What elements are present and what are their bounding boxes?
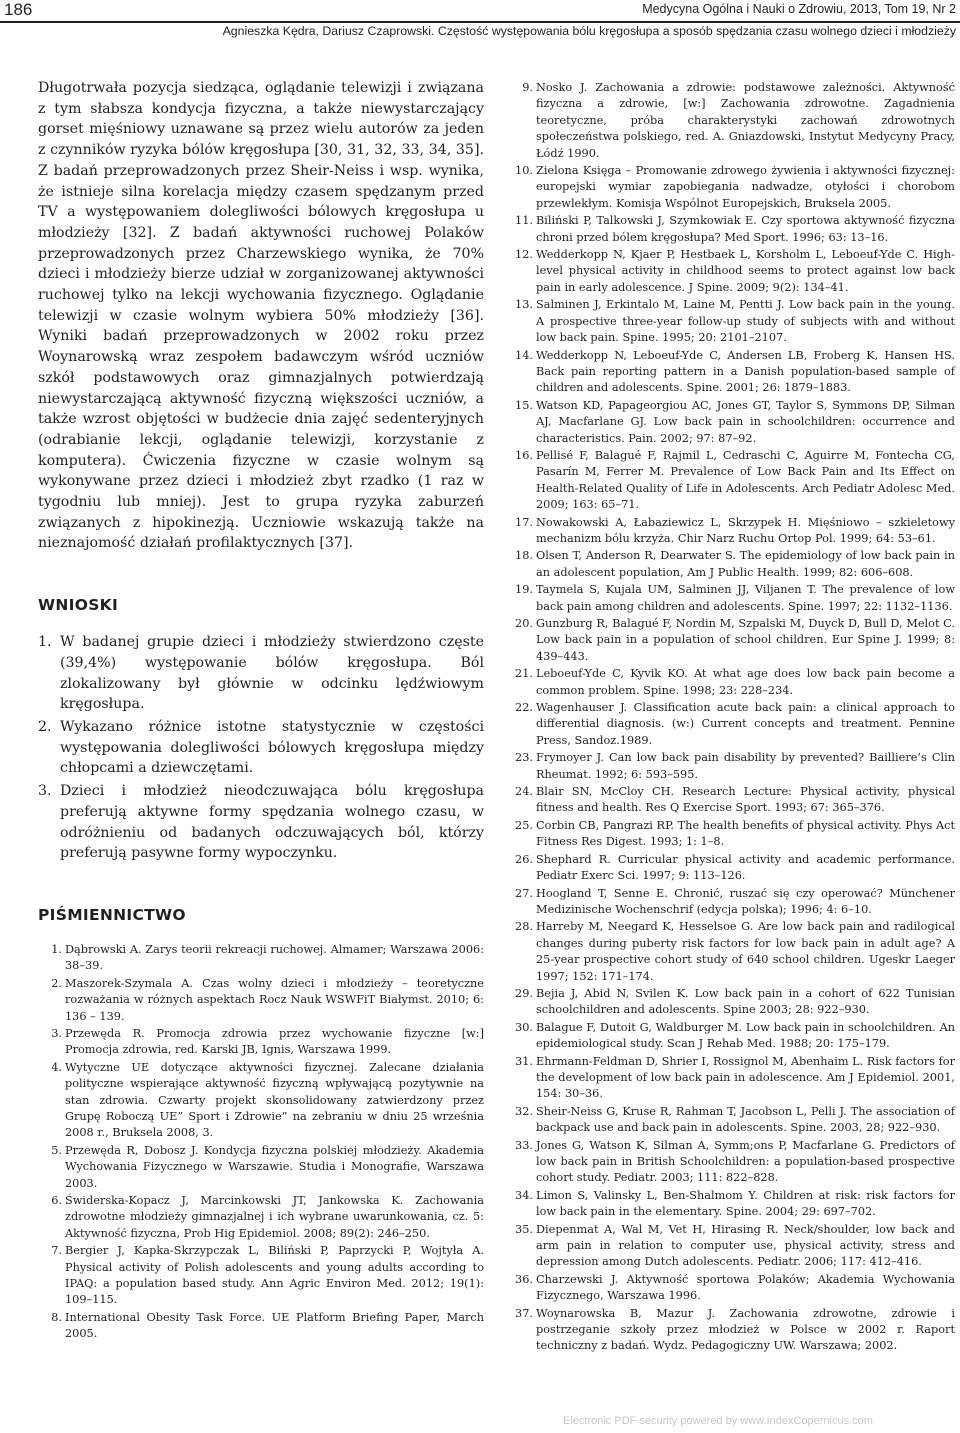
- reference-item: [38, 1310, 484, 1343]
- reference-item-text: Watson KD, Papageorgiou AC, Jones GT, Taylor S, Symmons DP, Silman AJ, Macfarlane GJ. Low back pain in schoolchildren: occurrence and characteristics. Pain. 2002; 97: 87–92.: [536, 398, 955, 445]
- reference-item-number: 31.: [515, 1054, 533, 1068]
- reference-item-text: Przewęda R. Promocja zdrowia przez wychowanie fizyczne [w:] Promocja zdrowia, red. Karski JB, Ignis, Warszawa 1999.: [65, 1026, 484, 1057]
- reference-item: [509, 616, 955, 665]
- reference-item-number: 14.: [515, 348, 533, 362]
- reference-item-text: Biliński P, Talkowski J, Szymkowiak E. Czy sportowa aktywność fizyczna chroni przed bólem kręgosłupa? Med Sport. 1996; 63: 13–16.: [536, 214, 955, 244]
- reference-item-number: 1.: [51, 942, 62, 956]
- reference-item-text: International Obesity Task Force. UE Platform Briefing Paper, March 2005.: [65, 1310, 484, 1341]
- reference-item-text: Olsen T, Anderson R, Dearwater S. The epidemiology of low back pain in an adolescent population, Am J Public Health. 1999; 82: 606–608.: [536, 549, 955, 579]
- reference-item: [509, 986, 955, 1019]
- reference-item-number: 21.: [515, 667, 533, 681]
- reference-item-text: Diepenmat A, Wal M, Vet H, Hirasing R. Neck/shoulder, low back and arm pain in relation to computer use, physical activity, stress and depression among Dutch adolescents. Pediatr. 2006; 117: 412–416.: [536, 1222, 955, 1269]
- discussion-paragraph: Długotrwała pozycja siedząca, oglądanie telewizji i związana z tym słabsza kondycja fizyczna, a także niewystarczający gorset mięśniowy uznawane są przez wielu autorów za jeden z czynników ryzyka bólów kręgosłupa [30, 31, 32, 33, 34, 35]. Z badań przeprowadzonych przez Sheir-Neiss i wsp. wynika, że istnieje silna korelacja między czasem spędzanym przed TV a występowaniem dolegliwości bólowych kręgosłupa u młodzieży [32]. Z badań aktywności ruchowej Polaków przeprowadzonych przez Charzewskiego wynika, że 70% dzieci i młodzieży bierze udział w zorganizowanej aktywności ruchowej tylko na lekcji wychowania fizycznego. Oglądanie telewizji w czasie wolnym wybiera 50% młodzieży [36]. Wyniki badań przeprowadzonych w 2002 roku przez Woynarowską wraz zespołem badawczym wśród uczniów szkół podstawowych oraz gimnazjalnych potwierdzają niewystarczającą aktywność fizyczną większości uczniów, a także wzrost objętości w budżecie dnia zajęć sedenteryjnych (odrabianie lekcji, oglądanie telewizji, korzystanie z komputera). Ćwiczenia fizyczne w czasie wolnym są wykonywane przez dzieci i młodzież zbyt rzadko (1 raz w tygodniu lub mniej). Jest to grupa ryzyka zaburzeń związanych z hipokinezją. Uczniowie wskazują także na nieznajomość działań profilaktycznych [37].: [38, 80, 484, 552]
- reference-item-number: 32.: [515, 1104, 533, 1118]
- conclusion-item: [38, 632, 484, 715]
- reference-item-number: 27.: [515, 886, 533, 900]
- reference-item: [38, 976, 484, 1025]
- reference-item-number: 16.: [515, 448, 533, 462]
- reference-item-text: Dąbrowski A. Zarys teorii rekreacji ruchowej. Almamer; Warszawa 2006: 38–39.: [65, 942, 484, 973]
- reference-item-text: Przewęda R, Dobosz J. Kondycja fizyczna polskiej młodzieży. Akademia Wychowania Fizycznego w Warszawie. Studia i Monografie, Warszawa 2003.: [65, 1143, 484, 1190]
- reference-item-text: Taymela S, Kujala UM, Salminen JJ, Viljanen T. The prevalence of low back pain among children and adolescents. Spine. 1997; 22: 1132–1136.: [536, 583, 955, 613]
- reference-item-number: 20.: [515, 617, 533, 630]
- reference-item-text: Salminen J, Erkintalo M, Laine M, Pentti J. Low back pain in the young. A prospective three-year follow-up study of subjects with and without low back pain. Spine. 1995; 20: 2101–2107.: [536, 298, 955, 345]
- reference-item: [509, 1020, 955, 1053]
- conclusion-item: [38, 781, 484, 864]
- reference-item-text: Bejia J, Abid N, Svilen K. Low back pain in a cohort of 622 Tunisian schoolchildren and adolescents. Spine 2003; 28: 922–930.: [536, 986, 955, 1017]
- reference-item-text: Nosko J. Zachowania a zdrowie: podstawowe zależności. Aktywność fizyczna a zdrowie, [w:] Zachowania zdrowotne. Zagadnienia teoretyczne, próba charakterystyki zachowań zdrowotnych społeczeństwa polskiego, red. A. Gniazdowski, Instytut Medycyny Pracy, Łódź 1990.: [536, 81, 955, 160]
- reference-item-text: Maszorek-Szymala A. Czas wolny dzieci i młodzieży – teoretyczne rozważania w różnych aspektach Rocz Nauk WSWFiT Białymst. 2010; 6: 136 – 139.: [65, 976, 484, 1023]
- reference-item: [509, 163, 955, 212]
- reference-item: [509, 818, 955, 851]
- reference-item: [509, 213, 955, 246]
- reference-item-number: 5.: [51, 1143, 62, 1157]
- reference-item-text: Balague F, Dutoit G, Waldburger M. Low back pain in schoolchildren. An epidemiological study. Scan J Rehab Med. 1988; 20: 175–179.: [536, 1020, 955, 1051]
- reference-item: [509, 1138, 955, 1187]
- reference-item-number: 17.: [515, 515, 533, 529]
- reference-item-text: Nowakowski A, Łabaziewicz L, Skrzypek H. Mięśniowo – szkieletowy mechanizm bólu krzyża. Chir Narz Ruchu Ortop Pol. 1999; 64: 53–61.: [536, 515, 955, 545]
- reference-item-number: 34.: [515, 1188, 533, 1202]
- references-list-right: [509, 80, 955, 1355]
- reference-item-number: 4.: [51, 1060, 62, 1074]
- reference-item-text: Pellisé F, Balagué F, Rajmil L, Cedraschi C, Aguirre M, Fontecha CG, Pasarín M, Ferrer M. Prevalence of Low Back Pain and Its Effect on Health-Related Quality of Life in Adolescents. Arch Pediatr Adolesc Med. 2009; 163: 65–71.: [536, 448, 955, 512]
- reference-item: [509, 700, 955, 749]
- reference-item: [38, 942, 484, 975]
- reference-item-text: Wagenhauser J. Classification acute back pain: a clinical approach to differential diagnosis. (w:) Current concepts and treatment. Pennine Press, Sandoz.1989.: [536, 701, 955, 747]
- header-rule: [0, 21, 960, 23]
- reference-item: [509, 515, 955, 548]
- reference-item-number: 23.: [515, 751, 533, 765]
- reference-item: [38, 1060, 484, 1142]
- reference-item: [509, 666, 955, 699]
- reference-item-text: Sheir-Neiss G, Kruse R, Rahman T, Jacobson L, Pelli J. The association of backpack use and back pain in adolescents. Spine. 2003, 28; 922–930.: [536, 1104, 955, 1135]
- reference-item-number: 29.: [515, 986, 533, 1000]
- reference-item-text: Wedderkopp N, Kjaer P, Hestbaek L, Korsholm L, Leboeuf-Yde C. High-level physical activity in childhood seems to protect against low back pain in early adolescence. J Spine. 2009; 9(2): 134–41.: [536, 248, 955, 294]
- page-number: 186: [4, 0, 33, 19]
- reference-item-text: Jones G, Watson K, Silman A, Symm;ons P, Macfarlane G. Predictors of low back pain in British Schoolchildren: a population-based prospective cohort study. Pediatr. 2003; 111: 822–828.: [536, 1138, 955, 1185]
- reference-item-number: 26.: [515, 852, 533, 866]
- conclusion-item: [38, 717, 484, 779]
- reference-item-text: Leboeuf-Yde C, Kyvik KO. At what age does low back pain become a common problem. Spine. 1998; 23: 228–234.: [536, 667, 955, 697]
- reference-item: [509, 919, 955, 985]
- reference-item: [509, 852, 955, 885]
- reference-item: [509, 297, 955, 346]
- reference-item: [509, 1054, 955, 1103]
- reference-item-number: 13.: [515, 298, 533, 312]
- reference-item-number: 7.: [51, 1244, 62, 1258]
- reference-item-text: Zielona Księga – Promowanie zdrowego żywienia i aktywności fizycznej: europejski wymiar zapobiegania nadwadze, otyłości i chorobom przewlekłym. Komisja Wspólnot Europejskich, Bruksela 2005.: [536, 164, 955, 210]
- reference-item: [509, 784, 955, 817]
- reference-item-text: Corbin CB, Pangrazi RP. The health benefits of physical activity. Phys Act Fitness Res Digest. 1993; 1: 1–8.: [536, 818, 955, 849]
- reference-item: [509, 750, 955, 783]
- reference-item-text: Świderska-Kopacz J, Marcinkowski JT, Jankowska K. Zachowania zdrowotne młodzieży gimnazjalnej i ich wybrane uwarunkowania, cz. 5: Aktywność fizyczna, Prob Hig Epidemiol. 2008; 89(2): 246–250.: [65, 1194, 484, 1240]
- reference-item-number: 9.: [522, 81, 533, 94]
- reference-item: [509, 582, 955, 615]
- reference-item-text: Wytyczne UE dotyczące aktywności fizycznej. Zalecane działania polityczne wspierające aktywność fizyczną wpływającą pozytywnie na stan zdrowia. Czwarty projekt skonsolidowany zatwierdzony przez Grupę Roboczą UE” Sport i Zdrowie” na zebraniu w dniu 25 września 2008 r., Bruksela 2008, 3.: [65, 1060, 484, 1140]
- reference-item: [509, 398, 955, 447]
- conclusions-heading: WNIOSKI: [38, 596, 119, 615]
- reference-item: [38, 1193, 484, 1242]
- conclusion-item-number: 2.: [38, 718, 52, 735]
- page-header: [0, 0, 960, 46]
- reference-item: [509, 1306, 955, 1355]
- reference-item: [38, 1026, 484, 1059]
- reference-item: [509, 448, 955, 514]
- reference-item-text: Ehrmann-Feldman D, Shrier I, Rossignol M, Abenhaim L. Risk factors for the development of low back pain in adolescence. Am J Epidemiol. 2001, 154: 30–36.: [536, 1054, 955, 1101]
- right-column: [509, 80, 955, 1356]
- reference-item-text: Charzewski J. Aktywność sportowa Polaków; Akademia Wychowania Fizycznego, Warszawa 1996.: [536, 1272, 955, 1303]
- reference-item-number: 22.: [515, 701, 533, 715]
- reference-item-text: Limon S, Valinsky L, Ben-Shalmom Y. Children at risk: risk factors for low back pain in the elementary. Spine. 2004; 29: 697–702.: [536, 1188, 955, 1219]
- reference-item-number: 33.: [515, 1138, 533, 1152]
- left-column: [38, 78, 484, 1344]
- reference-item-number: 18.: [515, 549, 533, 563]
- reference-item-number: 10.: [515, 164, 533, 178]
- reference-item-number: 6.: [51, 1194, 62, 1207]
- pdf-security-watermark: Electronic PDF security powered by www.IndexCopernicus.com: [563, 1415, 873, 1427]
- running-title: Agnieszka Kędra, Dariusz Czaprowski. Częstość występowania bólu kręgosłupa a sposób spędzania czasu wolnego dzieci i młodzieży: [222, 24, 956, 38]
- conclusion-item-number: 3.: [38, 783, 52, 800]
- reference-item: [509, 548, 955, 581]
- references-list-left: [38, 942, 484, 1343]
- reference-item-number: 24.: [515, 785, 533, 799]
- reference-item-number: 8.: [51, 1310, 62, 1324]
- reference-item: [509, 886, 955, 919]
- reference-item-number: 36.: [515, 1272, 533, 1286]
- reference-item-number: 19.: [515, 583, 533, 597]
- conclusion-item-text: Wykazano różnice istotne statystycznie w częstości występowania dolegliwości bólowych kręgosłupa między chłopcami a dziewczętami.: [60, 718, 484, 777]
- reference-item-number: 28.: [515, 920, 533, 934]
- reference-item: [38, 1143, 484, 1192]
- reference-item: [509, 1272, 955, 1305]
- reference-item-text: Hoogland T, Senne E. Chronić, ruszać się czy operować? Münchener Medizinische Wochenschrif (edycja polska); 1996; 4: 6–10.: [536, 886, 955, 916]
- reference-item-number: 35.: [515, 1222, 533, 1236]
- reference-item-text: Wedderkopp N, Leboeuf-Yde C, Andersen LB, Froberg K, Hansen HS. Back pain reporting pattern in a Danish population-based sample of children and adolescents. Spine. 2001; 26: 1879–1883.: [536, 348, 955, 395]
- reference-item-number: 37.: [515, 1306, 533, 1320]
- reference-item-number: 12.: [515, 248, 533, 262]
- reference-item: [509, 1188, 955, 1221]
- reference-item-text: Woynarowska B, Mazur J. Zachowania zdrowotne, zdrowie i postrzeganie szkoły przez młodzież w Polsce w 2002 r. Raport techniczny z badań. Wydz. Pedagogiczny UW. Warszawa; 2002.: [536, 1306, 955, 1353]
- conclusion-item-text: Dzieci i młodzież nieodczuwająca bólu kręgosłupa preferują aktywne formy spędzania wolnego czasu, w odróżnieniu od badanych odczuwających ból, którzy preferują pasywne formy wypoczynku.: [60, 783, 484, 862]
- reference-item: [509, 80, 955, 162]
- conclusion-item-text: W badanej grupie dzieci i młodzieży stwierdzono częste (39,4%) występowanie bólów kręgosłupa. Ból zlokalizowany był głównie w odcinku lędźwiowym kręgosłupa.: [60, 634, 484, 713]
- reference-item-number: 2.: [51, 976, 62, 990]
- reference-item-number: 15.: [515, 398, 533, 412]
- reference-item-text: Gunzburg R, Balagué F, Nordin M, Szpalski M, Duyck D, Bull D, Melot C. Low back pain in a population of school children. Eur Spine J. 1999; 8: 439–443.: [536, 617, 955, 663]
- references-heading: PIŚMIENNICTWO: [38, 905, 186, 924]
- reference-item-text: Blair SN, McCloy CH. Research Lecture: Physical activity, physical fitness and health. Res Q Exercise Sport. 1993; 67: 365–376.: [536, 785, 955, 815]
- reference-item: [509, 247, 955, 296]
- reference-item: [509, 1104, 955, 1137]
- reference-item-text: Frymoyer J. Can low back pain disability by prevented? Bailliere’s Clin Rheumat. 1992; 6: 593–595.: [536, 751, 955, 781]
- reference-item-number: 30.: [515, 1020, 533, 1034]
- conclusions-list: [38, 632, 484, 864]
- reference-item-text: Harreby M, Neegard K, Hesselsoe G. Are low back pain and radilogical changes during puberty risk factors for low back pain in adult age? A 25-year prospective cohort study of 640 school children. Ugeskr Laeger 1997; 152: 171–174.: [536, 920, 955, 983]
- conclusion-item-number: 1.: [38, 634, 52, 651]
- journal-title: Medycyna Ogólna i Nauki o Zdrowiu, 2013, Tom 19, Nr 2: [642, 2, 956, 16]
- reference-item: [509, 348, 955, 397]
- reference-item: [509, 1222, 955, 1271]
- reference-item-text: Shephard R. Curricular physical activity and academic performance. Pediatr Exerc Sci. 1997; 9: 113–126.: [536, 852, 955, 883]
- reference-item-text: Bergier J, Kapka-Skrzypczak L, Biliński P, Paprzycki P, Wojtyła A. Physical activity of Polish adolescents and young adults according to IPAQ: a population based study. Ann Agric Environ Med. 2012; 19(1): 109–115.: [65, 1244, 484, 1307]
- reference-item-number: 3.: [51, 1026, 62, 1040]
- reference-item-number: 11.: [515, 214, 533, 228]
- reference-item: [38, 1243, 484, 1309]
- reference-item-number: 25.: [515, 818, 533, 832]
